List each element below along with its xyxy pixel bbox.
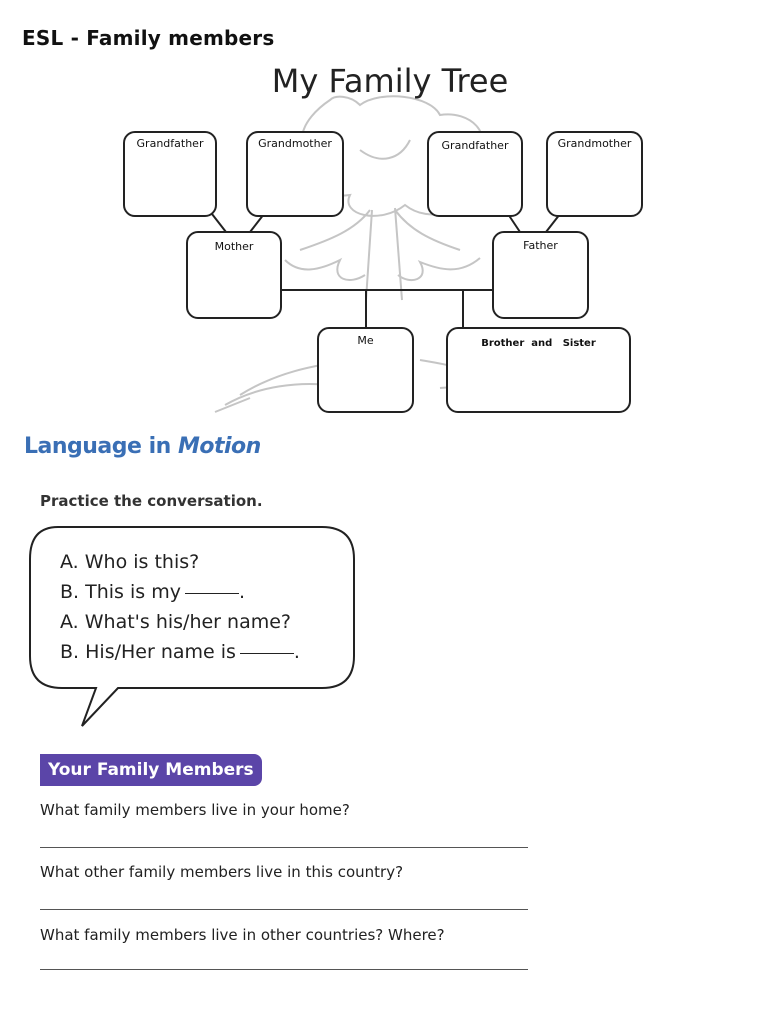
fill-blank[interactable]	[185, 591, 239, 594]
grandmother-label-right: Grandmother	[557, 137, 632, 150]
grandfather-label-right: Grandfather	[441, 139, 509, 152]
line-text: This is my	[85, 581, 181, 603]
conversation-line-3	[60, 611, 291, 633]
your-family-members-badge: Your Family Members	[40, 754, 262, 786]
conversation-line-4	[60, 641, 300, 663]
grandfather-label-left: Grandfather	[136, 137, 204, 150]
conversation-line-2	[60, 581, 245, 603]
question-2: What other family members live in this country?	[40, 863, 404, 881]
answer-line-2[interactable]	[40, 909, 528, 910]
conversation-line-1	[60, 551, 199, 573]
grandmother-label-left: Grandmother	[258, 137, 332, 150]
line-text: What's his/her name?	[84, 611, 292, 633]
line-text: Who is this?	[84, 551, 200, 573]
me-label: Me	[357, 334, 374, 347]
line-end: .	[293, 641, 300, 663]
speaker-b: B.	[60, 581, 80, 603]
worksheet-title: ESL - Family members	[22, 26, 275, 50]
answer-line-1[interactable]	[40, 847, 528, 848]
answer-line-3[interactable]	[40, 969, 528, 970]
line-text: His/Her name is	[85, 641, 236, 663]
mother-label: Mother	[214, 240, 254, 253]
speaker-b: B.	[60, 641, 80, 663]
father-label: Father	[523, 239, 558, 252]
speaker-a: A.	[60, 551, 79, 573]
fill-blank[interactable]	[240, 651, 294, 654]
siblings-label: Brother and Sister	[481, 338, 596, 349]
brand-plain: Language in	[24, 434, 178, 459]
family-tree-title-text: My Family Tree	[271, 62, 509, 100]
line-end: .	[238, 581, 246, 603]
speaker-a: A.	[60, 611, 79, 633]
brand-italic: Motion	[177, 434, 261, 459]
question-1: What family members live in your home?	[40, 801, 350, 819]
question-3: What family members live in other countries? Where?	[40, 926, 445, 944]
practice-instruction: Practice the conversation.	[40, 492, 263, 510]
